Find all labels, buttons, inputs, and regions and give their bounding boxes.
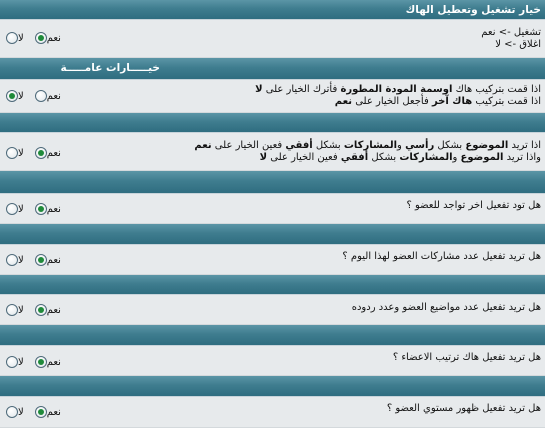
- radio-label-yes: نعم: [46, 32, 61, 44]
- setting-row-post-layout: [0, 133, 545, 171]
- radio-option-yes[interactable]: [35, 406, 64, 418]
- radio-group: [6, 253, 72, 267]
- section-header-bar: [0, 376, 545, 397]
- radio-option-no[interactable]: [6, 32, 27, 44]
- radio-option-no[interactable]: [6, 304, 27, 316]
- radio-option-no[interactable]: [6, 147, 27, 159]
- radio-option-no[interactable]: [6, 90, 27, 102]
- radio-no[interactable]: [6, 90, 18, 102]
- section-header-bar: [0, 113, 545, 133]
- radio-label-yes: نعم: [46, 304, 61, 316]
- section-header-bar: [0, 171, 545, 194]
- setting-description: هل تريد تفعيل عدد مواضيع العضو وعدد ردوده: [351, 302, 541, 313]
- setting-row-topics-replies: [0, 295, 545, 325]
- radio-option-yes[interactable]: [35, 254, 64, 266]
- radio-label-yes: نعم: [46, 356, 61, 368]
- radio-group: [6, 89, 72, 103]
- radio-label-no: لا: [18, 356, 24, 368]
- radio-label-no: لا: [18, 406, 24, 418]
- radio-option-no[interactable]: [6, 406, 27, 418]
- setting-description: اذا تريد الموضوع بشكل رأسي والمشاركات بشكل أفقي فعين الخيار على نعم واذا تريد الموضوع والمشاركات بشكل أفقي فعين الخيار على لا: [194, 140, 541, 163]
- radio-label-yes: نعم: [46, 203, 61, 215]
- radio-group: [6, 355, 72, 369]
- radio-no[interactable]: [6, 147, 18, 159]
- radio-yes[interactable]: [35, 406, 47, 418]
- radio-group: [6, 202, 72, 216]
- radio-label-no: لا: [18, 254, 24, 266]
- radio-yes[interactable]: [35, 254, 47, 266]
- section-header-bar: [0, 275, 545, 295]
- setting-row-last-activity: [0, 194, 545, 224]
- radio-yes[interactable]: [35, 90, 47, 102]
- radio-label-no: لا: [18, 90, 24, 102]
- setting-row-medals-hack: [0, 80, 545, 113]
- radio-label-no: لا: [18, 304, 24, 316]
- setting-row-posts-today: [0, 245, 545, 275]
- radio-label-yes: نعم: [46, 406, 61, 418]
- radio-group: [6, 405, 72, 419]
- setting-description: اذا قمت بتركيب هاك اوسمة المودة المطورة فأترك الخيار على لا اذا قمت بتركيب هاك آخر فأجعل الخيار على نعم: [255, 84, 541, 107]
- setting-description: هل تريد تفعيل ظهور مستوي العضو ؟: [386, 403, 541, 414]
- radio-option-yes[interactable]: [35, 203, 64, 215]
- radio-label-no: لا: [18, 147, 24, 159]
- radio-option-no[interactable]: [6, 254, 27, 266]
- radio-no[interactable]: [6, 406, 18, 418]
- setting-description: هل تريد تفعيل هاك ترتيب الاعضاء ؟: [392, 352, 541, 363]
- radio-option-yes[interactable]: [35, 32, 64, 44]
- radio-group: [6, 146, 72, 160]
- section-header-bar: [0, 325, 545, 346]
- radio-group: [6, 31, 72, 45]
- radio-no[interactable]: [6, 356, 18, 368]
- section-header-general-options: [0, 58, 545, 80]
- radio-yes[interactable]: [35, 147, 47, 159]
- radio-yes[interactable]: [35, 32, 47, 44]
- radio-no[interactable]: [6, 32, 18, 44]
- radio-label-no: لا: [18, 203, 24, 215]
- radio-yes[interactable]: [35, 356, 47, 368]
- radio-label-yes: نعم: [46, 254, 61, 266]
- setting-row-enable-hack: [0, 20, 545, 58]
- section-title-hack-toggle: خيار تشغيل وتعطيل الهاك: [405, 4, 541, 16]
- radio-label-yes: نعم: [46, 90, 61, 102]
- radio-option-yes[interactable]: [35, 147, 64, 159]
- setting-description: تشغيل -> نعم اغلاق -> لا: [481, 27, 541, 50]
- radio-label-no: لا: [18, 32, 24, 44]
- radio-group: [6, 303, 72, 317]
- radio-no[interactable]: [6, 203, 18, 215]
- radio-yes[interactable]: [35, 203, 47, 215]
- section-header-bar: [0, 224, 545, 245]
- radio-no[interactable]: [6, 254, 18, 266]
- setting-description: هل تود تفعيل اخر تواجد للعضو ؟: [406, 200, 541, 211]
- section-title-general-options: خيـــــارات عامـــــة: [60, 62, 160, 74]
- setting-description: هل تريد تفعيل عدد مشاركات العضو لهذا اليوم ؟: [342, 251, 541, 262]
- radio-label-yes: نعم: [46, 147, 61, 159]
- radio-yes[interactable]: [35, 304, 47, 316]
- section-header-hack-toggle: [0, 0, 545, 20]
- setting-row-member-level: [0, 397, 545, 428]
- radio-option-yes[interactable]: [35, 304, 64, 316]
- radio-option-yes[interactable]: [35, 90, 64, 102]
- radio-option-no[interactable]: [6, 356, 27, 368]
- setting-row-member-ranking: [0, 346, 545, 376]
- radio-no[interactable]: [6, 304, 18, 316]
- radio-option-yes[interactable]: [35, 356, 64, 368]
- radio-option-no[interactable]: [6, 203, 27, 215]
